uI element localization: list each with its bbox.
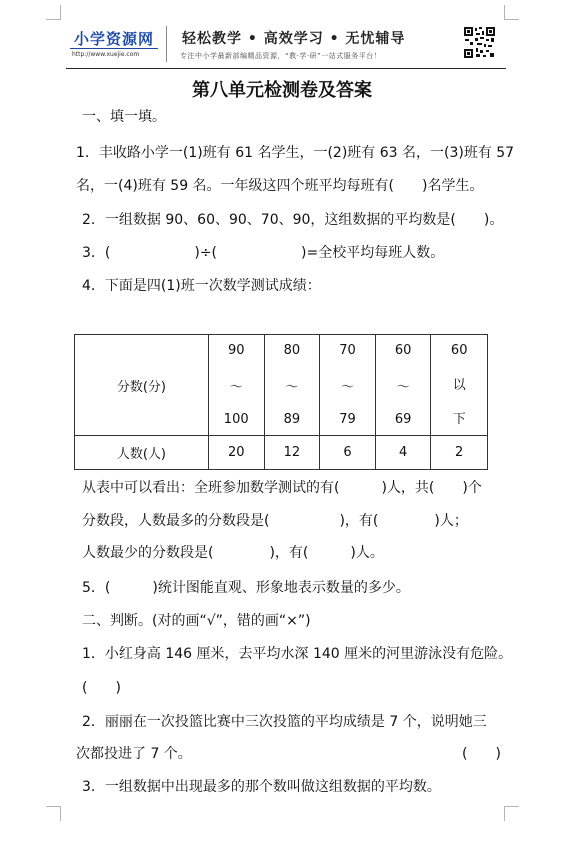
site-url: http://www.xuejie.com [72, 51, 140, 58]
judge-1-line-1: 1．小红身高 146 厘米，去平均水深 140 厘米的河里游泳没有危险。 [82, 646, 513, 662]
header-slogan: 轻松教学 • 高效学习 • 无忧辅导 [182, 31, 406, 47]
judge-2-line-2: 次都投进了 7 个。 [76, 746, 192, 762]
table-row-counts [75, 436, 488, 470]
question-4-line-2: 分数段，人数最多的分数段是( )，有( )人； [82, 513, 468, 529]
crop-mark-top-right [504, 5, 519, 20]
table-header-count: 人数(人) [75, 436, 209, 470]
table-cell-count: 2 [431, 436, 488, 470]
question-4-line-3: 人数最少的分数段是( )，有( )人。 [82, 545, 384, 561]
judge-2-line-1: 2．丽丽在一次投篮比赛中三次投篮的平均成绩是 7 个，说明她三 [82, 714, 487, 730]
crop-mark-bottom-right [504, 806, 519, 821]
question-1-line-2: 名，一(4)班有 59 名。一年级这四个班平均每班有( )名学生。 [76, 178, 484, 194]
crop-mark-top-left [46, 5, 61, 20]
table-cell-range: 70 ～ 79 [320, 335, 376, 436]
logo-underline [70, 48, 158, 49]
question-1-line-1: 1．丰收路小学一(1)班有 61 名学生，一(2)班有 63 名，一(3)班有 57 [76, 145, 515, 161]
question-2: 2．一组数据 90、60、90、70、90，这组数据的平均数是( )。 [82, 212, 504, 228]
table-row-scores [75, 335, 488, 436]
header-divider [166, 26, 167, 62]
question-5: 5．( )统计图能直观、形象地表示数量的多少。 [82, 580, 410, 596]
table-cell-count: 6 [320, 436, 376, 470]
question-3: 3．( )÷( )=全校平均每班人数。 [82, 245, 445, 261]
site-logo: 小学资源网 [74, 30, 155, 48]
score-table [74, 334, 488, 470]
table-cell-range: 60 以 下 [431, 335, 488, 436]
header-subline: 专注中小学最新部编精品资源，“教·学·研”一站式服务平台！ [180, 52, 382, 60]
qr-code-icon [463, 26, 496, 59]
table-cell-range: 90 ～ 100 [208, 335, 264, 436]
page-title: 第八单元检测卷及答案 [192, 80, 372, 101]
table-cell-count: 4 [375, 436, 431, 470]
page-header [66, 24, 506, 66]
section-2-heading: 二、判断。(对的画“√”，错的画“×”) [82, 613, 311, 629]
header-rule [66, 68, 506, 69]
table-header-score: 分数(分) [75, 335, 209, 436]
judge-3: 3．一组数据中出现最多的那个数叫做这组数据的平均数。 [82, 779, 441, 795]
table-cell-count: 12 [264, 436, 320, 470]
table-cell-range: 80 ～ 89 [264, 335, 320, 436]
table-cell-range: 60 ～ 69 [375, 335, 431, 436]
section-1-heading: 一、填一填。 [82, 109, 166, 125]
crop-mark-bottom-left [46, 806, 61, 821]
judge-2-answer-paren: ( ) [462, 746, 501, 762]
question-4: 4．下面是四(1)班一次数学测试成绩： [82, 278, 321, 294]
question-4-line-1: 从表中可以看出：全班参加数学测试的有( )人，共( )个 [82, 480, 482, 496]
judge-1-answer-paren: ( ) [82, 680, 121, 696]
table-cell-count: 20 [208, 436, 264, 470]
